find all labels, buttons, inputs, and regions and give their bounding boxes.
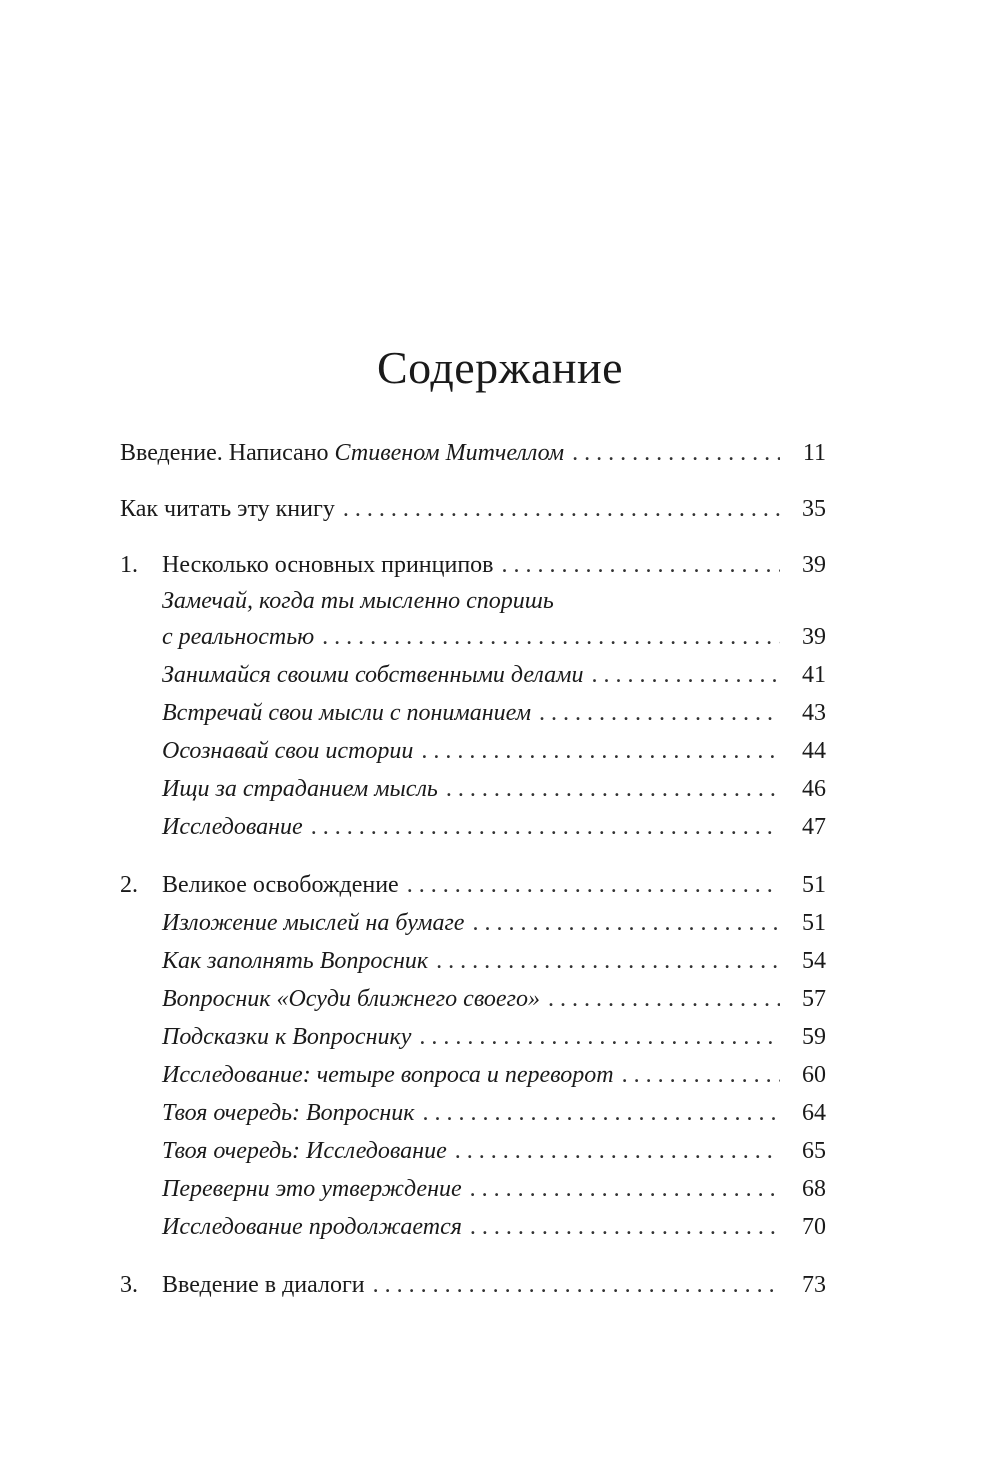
toc-chapter-1[interactable] (120, 546, 826, 584)
chapter-title: Великое освобождение (162, 872, 399, 898)
subentry-title: Подсказки к Вопроснику (162, 1024, 412, 1050)
dot-leader (422, 1094, 780, 1132)
dot-leader (472, 904, 780, 942)
toc-subentry[interactable] (120, 808, 826, 846)
toc-page-number: 44 (802, 738, 826, 764)
toc-page-number: 35 (802, 496, 826, 522)
toc-subentry[interactable] (120, 584, 826, 618)
toc-subentry[interactable] (120, 694, 826, 732)
toc-page-number: 70 (802, 1214, 826, 1240)
chapter-title: Несколько основных принципов (162, 552, 494, 578)
toc-page-number: 51 (802, 910, 826, 936)
toc-page-number: 64 (802, 1100, 826, 1126)
toc-subentry[interactable] (120, 1018, 826, 1056)
subentry-title: Встречай свои мысли с пониманием (162, 700, 532, 726)
table-of-contents (120, 434, 826, 1304)
toc-entry-how-to-read[interactable] (120, 490, 826, 528)
dot-leader (421, 732, 780, 770)
toc-subentry[interactable] (120, 1094, 826, 1132)
subentry-title: Вопросник «Осуди ближнего своего» (162, 986, 540, 1012)
toc-page-number: 39 (802, 624, 826, 650)
toc-page-number: 65 (802, 1138, 826, 1164)
toc-subentry[interactable] (120, 618, 826, 656)
dot-leader (407, 866, 780, 904)
dot-leader (502, 546, 780, 584)
toc-page-number: 43 (802, 700, 826, 726)
toc-subentry[interactable] (120, 656, 826, 694)
dot-leader (539, 694, 780, 732)
toc-page-number: 41 (802, 662, 826, 688)
subentry-title: Ищи за страданием мысль (162, 776, 438, 802)
subentry-title: Изложение мыслей на бумаге (162, 910, 465, 936)
toc-page-number: 54 (802, 948, 826, 974)
toc-subentry[interactable] (120, 942, 826, 980)
toc-subentry[interactable] (120, 770, 826, 808)
dot-leader (622, 1056, 780, 1094)
toc-subentry[interactable] (120, 732, 826, 770)
chapter-number: 3. (120, 1272, 138, 1298)
toc-subentry[interactable] (120, 980, 826, 1018)
toc-subentry[interactable] (120, 1132, 826, 1170)
chapter-number: 2. (120, 872, 138, 898)
toc-page-number: 46 (802, 776, 826, 802)
subentry-title: Исследование (162, 814, 303, 840)
subentry-title: Занимайся своими собственными делами (162, 662, 584, 688)
toc-page-number: 11 (802, 440, 826, 466)
subentry-title: Исследование: четыре вопроса и переворот (162, 1062, 614, 1088)
toc-subentry[interactable] (120, 1170, 826, 1208)
dot-leader (311, 808, 780, 846)
toc-page-number: 68 (802, 1176, 826, 1202)
subentry-title: Переверни это утверждение (162, 1176, 462, 1202)
dot-leader (446, 770, 780, 808)
dot-leader (436, 942, 780, 980)
dot-leader (591, 656, 780, 694)
subentry-title: Исследование продолжается (162, 1214, 462, 1240)
dot-leader (470, 1170, 780, 1208)
dot-leader (322, 618, 780, 656)
subentry-title-line2: с реальностью (162, 624, 315, 650)
dot-leader (470, 1208, 780, 1246)
dot-leader (343, 490, 780, 528)
dot-leader (548, 980, 780, 1018)
toc-page-number: 47 (802, 814, 826, 840)
subentry-title: Твоя очередь: Исследование (162, 1138, 447, 1164)
toc-entry-introduction[interactable] (120, 434, 826, 472)
subentry-title-line1: Замечай, когда ты мысленно споришь (162, 588, 554, 614)
toc-page-number: 59 (802, 1024, 826, 1050)
subentry-title: Твоя очередь: Вопросник (162, 1100, 415, 1126)
toc-page-number: 57 (802, 986, 826, 1012)
toc-page-number: 60 (802, 1062, 826, 1088)
chapter-title: Введение в диалоги (162, 1272, 365, 1298)
page-title: Содержание (376, 342, 624, 393)
chapter-number: 1. (120, 552, 138, 578)
dot-leader (455, 1132, 780, 1170)
toc-page-number: 73 (802, 1272, 826, 1298)
toc-subentry[interactable] (120, 904, 826, 942)
toc-subentry[interactable] (120, 1208, 826, 1246)
toc-subentry[interactable] (120, 1056, 826, 1094)
subentry-title: Как заполнять Вопросник (162, 948, 429, 974)
dot-leader (572, 434, 780, 472)
toc-page-number: 39 (802, 552, 826, 578)
toc-page-number: 51 (802, 872, 826, 898)
dot-leader (373, 1266, 780, 1304)
toc-chapter-3[interactable] (120, 1266, 826, 1304)
dot-leader (419, 1018, 780, 1056)
toc-entry-title: Введение. Написано Стивеном Митчеллом (120, 440, 565, 466)
toc-entry-author: Стивеном Митчеллом (334, 440, 565, 466)
subentry-title: Осознавай свои истории (162, 738, 414, 764)
toc-chapter-2[interactable] (120, 866, 826, 904)
toc-entry-title: Как читать эту книгу (120, 496, 335, 522)
